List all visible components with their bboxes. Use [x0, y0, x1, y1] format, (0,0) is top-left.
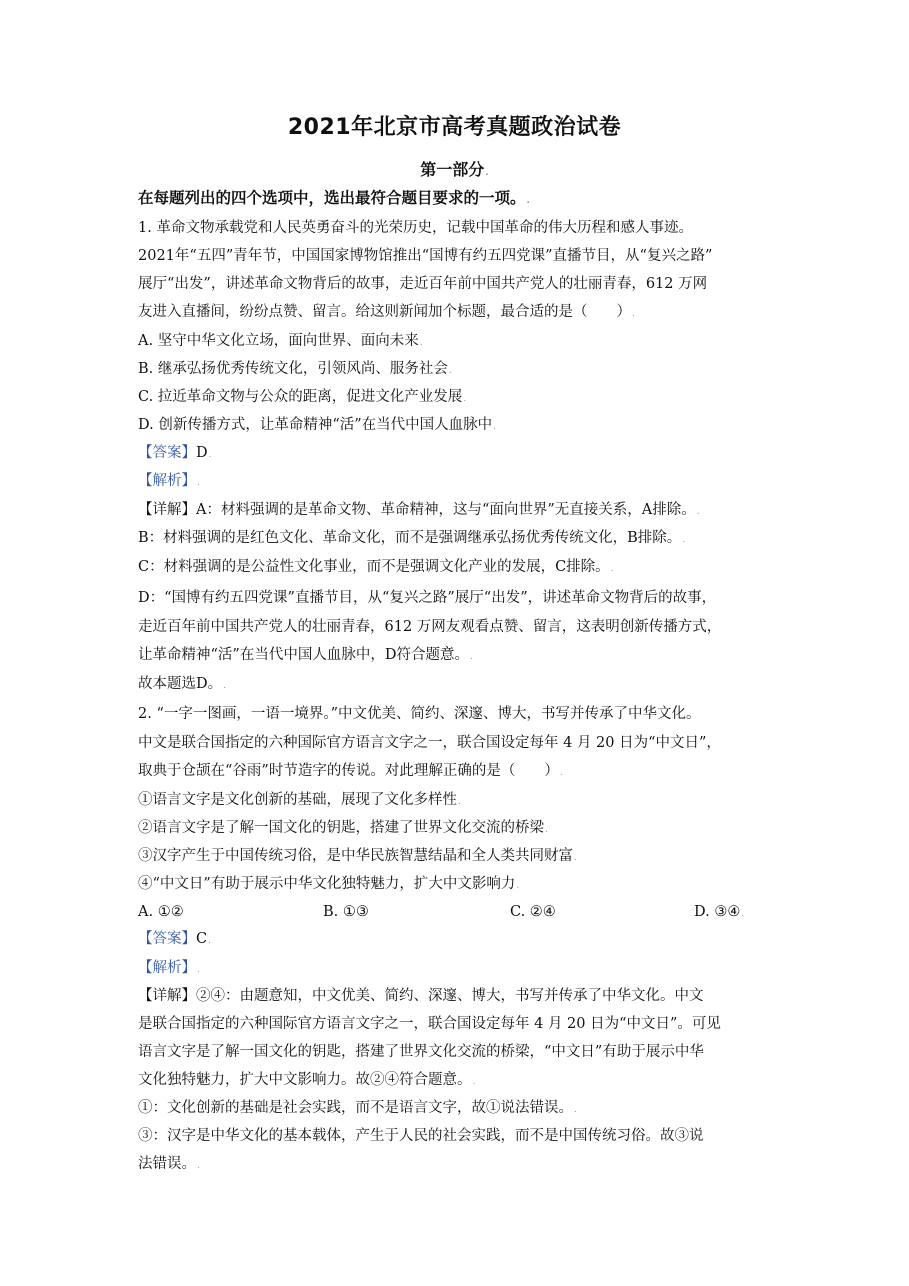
- q2-answer: 【答案】C.: [138, 931, 211, 947]
- q1-detail-line: 走近百年前中国共产党人的壮丽青春，612 万网友观看点赞、留言，这表明创新传播方式，: [138, 619, 722, 635]
- section-heading: 第一部分.: [420, 160, 489, 179]
- q2-detail-line: 文化独特魅力，扩大中文影响力。故②④符合题意。.: [138, 1072, 476, 1088]
- document-title: 2021年北京市高考真题政治试卷: [287, 115, 622, 140]
- q1-stem-line: 友进入直播间，纷纷点赞、留言。给这则新闻加个标题，最合适的是（ ）.: [138, 304, 635, 320]
- q2-option-b: B. ①③: [323, 904, 369, 920]
- q2-option-d: D. ③④.: [694, 904, 745, 920]
- q1-stem-line: 1. 革命文物承载党和人民英勇奋斗的光荣历史，记载中国革命的伟大历程和感人事迹。: [138, 220, 693, 236]
- q1-detail-line: D：“国博有约五四党课”直播节目，从“复兴之路”展厅“出发”，讲述革命文物背后的故事，: [138, 590, 717, 606]
- q1-option-d: D. 创新传播方式，让革命精神“活”在当代中国人血脉中.: [138, 417, 497, 433]
- q1-detail-line: 让革命精神“活”在当代中国人血脉中，D符合题意。.: [138, 647, 473, 663]
- q2-statement-4: ④“中文日”有助于展示中华文化独特魅力，扩大中文影响力.: [138, 876, 520, 892]
- q2-stem-line: 2. “一字一图画，一语一境界。”中文优美、简约、深邃、博大，书写并传承了中华文化。: [138, 706, 701, 722]
- q1-detail-line: B：材料强调的是红色文化、革命文化，而不是强调继承弘扬优秀传统文化，B排除。.: [138, 530, 686, 546]
- q2-statement-1: ①语言文字是文化创新的基础，展现了文化多样性.: [138, 792, 461, 808]
- q2-detail-line: 是联合国指定的六种国际官方语言文字之一，联合国设定每年 4 月 20 日为“中文日”。可见: [138, 1016, 721, 1032]
- q1-conclusion: 故本题选D。.: [138, 676, 227, 692]
- q2-detail-line: ③：汉字是中华文化的基本载体，产生于人民的社会实践，而不是中国传统习俗。故③说: [138, 1128, 704, 1144]
- q2-detail-line: 法错误。.: [138, 1156, 200, 1172]
- q1-option-c: C. 拉近革命文物与公众的距离，促进文化产业发展.: [138, 389, 467, 405]
- q2-stem-line: 取典于仓颉在“谷雨”时节造字的传说。对此理解正确的是（ ）.: [138, 763, 563, 779]
- q1-option-a: A. 坚守中华文化立场，面向世界、面向未来.: [138, 333, 423, 349]
- q1-analysis-label: 【解析】.: [138, 473, 200, 489]
- q1-answer: 【答案】D.: [138, 445, 212, 461]
- q1-detail-line: C：材料强调的是公益性文化事业，而不是强调文化产业的发展，C排除。.: [138, 559, 614, 575]
- q1-option-b: B. 继承弘扬优秀传统文化，引领风尚、服务社会.: [138, 361, 452, 377]
- q1-stem-line: 展厅“出发”，讲述革命文物背后的故事，走近百年前中国共产党人的壮丽青春，612 万网: [138, 276, 708, 292]
- q2-stem-line: 中文是联合国指定的六种国际官方语言文字之一，联合国设定每年 4 月 20 日为“中文日”，: [138, 735, 721, 751]
- q2-analysis-label: 【解析】.: [138, 960, 200, 976]
- q1-detail-line: 【详解】A：材料强调的是革命文物、革命精神，这与“面向世界”无直接关系，A排除。.: [138, 502, 700, 518]
- q2-statement-3: ③汉字产生于中国传统习俗，是中华民族智慧结晶和全人类共同财富.: [138, 848, 577, 864]
- q2-detail-line: 【详解】②④：由题意知，中文优美、简约、深邃、博大，书写并传承了中华文化。中文: [138, 988, 704, 1004]
- q2-option-c: C. ②④: [510, 904, 556, 920]
- q2-statement-2: ②语言文字是了解一国文化的钥匙，搭建了世界文化交流的桥梁.: [138, 820, 548, 836]
- q2-detail-line: 语言文字是了解一国文化的钥匙，搭建了世界文化交流的桥梁，“中文日”有助于展示中华: [138, 1044, 704, 1060]
- q1-stem-line: 2021年“五四”青年节，中国国家博物馆推出“国博有约五四党课”直播节目，从“复兴之路”: [138, 248, 713, 264]
- q2-option-a: A. ①②: [138, 904, 184, 920]
- instruction-text: 在每题列出的四个选项中，选出最符合题目要求的一项。.: [138, 189, 530, 207]
- q2-detail-line: ①：文化创新的基础是社会实践，而不是语言文字，故①说法错误。.: [138, 1100, 577, 1116]
